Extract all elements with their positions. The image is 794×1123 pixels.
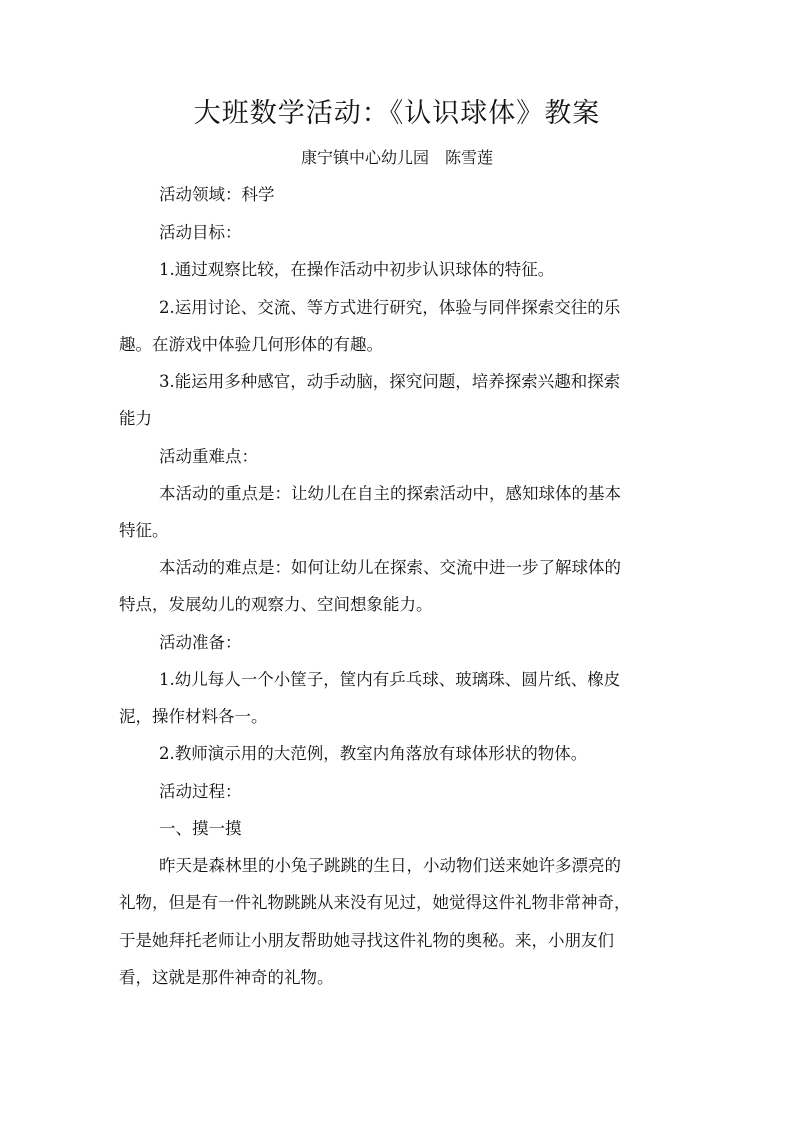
paragraph-line: 本活动的重点是：让幼儿在自主的探索活动中，感知球体的基本 <box>159 484 621 503</box>
paragraph-line: 一、摸一摸 <box>159 819 242 838</box>
paragraph-line: 活动重难点： <box>159 447 258 466</box>
paragraph-line: 泥，操作材料各一。 <box>119 707 268 726</box>
paragraph-line: 1.通过观察比较，在操作活动中初步认识球体的特征。 <box>159 260 555 279</box>
document-title: 大班数学活动：《认识球体》教案 <box>193 98 601 129</box>
paragraph-line: 趣。在游戏中体验几何形体的有趣。 <box>119 335 383 354</box>
document-author-line: 康宁镇中心幼儿园 陈雪莲 <box>300 148 493 167</box>
paragraph-line: 本活动的难点是：如何让幼儿在探索、交流中进一步了解球体的 <box>159 558 621 577</box>
paragraph-line: 2.教师演示用的大范例，教室内角落放有球体形状的物体。 <box>159 744 588 763</box>
paragraph-line: 能力 <box>119 409 152 428</box>
paragraph-line: 3.能运用多种感官，动手动脑，探究问题，培养探索兴趣和探索 <box>159 372 621 391</box>
paragraph-line: 于是她拜托老师让小朋友帮助她寻找这件礼物的奥秘。来，小朋友们 <box>119 931 614 950</box>
paragraph-line: 活动目标： <box>159 223 242 242</box>
paragraph-line: 活动过程： <box>159 782 242 801</box>
paragraph-line: 看，这就是那件神奇的礼物。 <box>119 968 334 987</box>
paragraph-line: 昨天是森林里的小兔子跳跳的生日，小动物们送来她许多漂亮的 <box>159 856 621 875</box>
paragraph-line: 特征。 <box>119 521 169 540</box>
paragraph-line: 特点，发展幼儿的观察力、空间想象能力。 <box>119 595 433 614</box>
paragraph-line: 2.运用讨论、交流、等方式进行研究，体验与同伴探索交往的乐 <box>159 298 621 317</box>
paragraph-line: 礼物，但是有一件礼物跳跳从来没有见过，她觉得这件礼物非常神奇， <box>119 893 631 912</box>
paragraph-line: 活动准备： <box>159 633 242 652</box>
paragraph-line: 1.幼儿每人一个小筐子，筐内有乒乓球、玻璃珠、圆片纸、橡皮 <box>159 670 621 689</box>
paragraph-line: 活动领域：科学 <box>159 185 275 204</box>
